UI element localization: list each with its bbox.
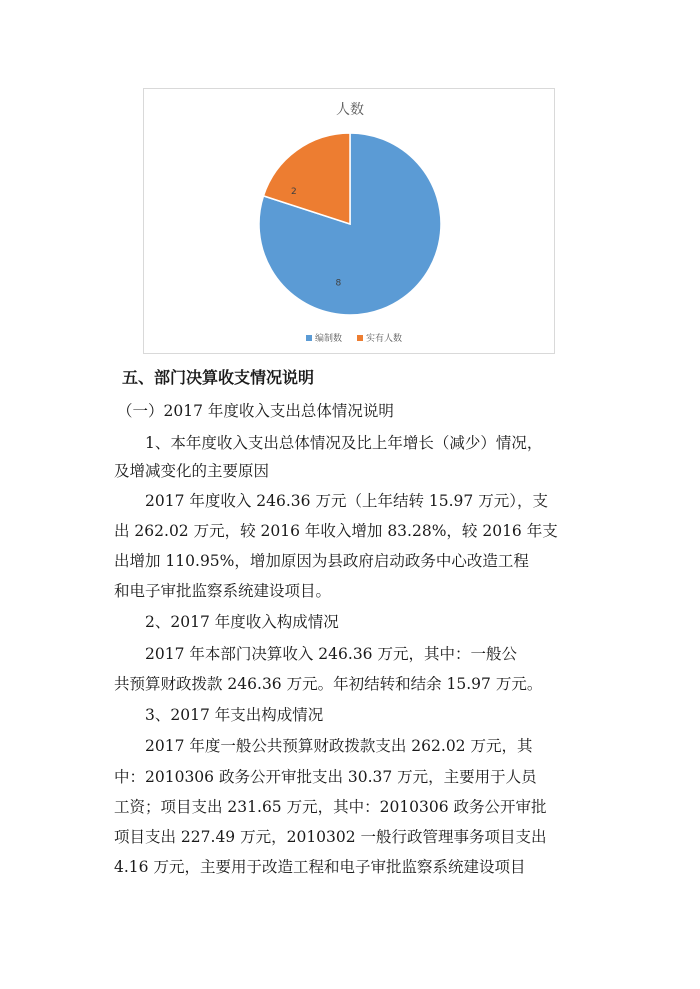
subsection-1-title: （一）2017 年度收入支出总体情况说明 xyxy=(117,402,394,420)
pie-chart-svg xyxy=(144,89,556,355)
pie-chart xyxy=(143,88,555,354)
paragraph-1-line-4: 和电子审批监察系统建设项目。 xyxy=(114,582,332,600)
paragraph-3-line-5: 4.16 万元，主要用于改造工程和电子审批监察系统建设项目 xyxy=(114,858,526,876)
legend-swatch xyxy=(357,335,363,341)
paragraph-2-line-2: 共预算财政拨款 246.36 万元。年初结转和结余 15.97 万元。 xyxy=(114,675,543,693)
item-1-line-2: 及增减变化的主要原因 xyxy=(114,462,270,480)
paragraph-3-line-2: 中：2010306 政务公开审批支出 30.37 万元，主要用于人员 xyxy=(114,768,537,786)
legend-label: 实有人数 xyxy=(366,334,403,344)
chart-title: 人数 xyxy=(336,102,364,118)
section-5-title: 五、部门决算收支情况说明 xyxy=(122,368,315,387)
item-3-title: 3、2017 年支出构成情况 xyxy=(145,706,324,724)
pie-data-label: 8 xyxy=(335,278,342,289)
paragraph-2-line-1: 2017 年本部门决算收入 246.36 万元，其中：一般公 xyxy=(145,645,517,663)
item-1-line-1: 1、本年度收入支出总体情况及比上年增长（减少）情况， xyxy=(145,434,543,452)
paragraph-1-line-3: 出增加 110.95%，增加原因为县政府启动政务中心改造工程 xyxy=(114,552,529,570)
paragraph-1-line-1: 2017 年度收入 246.36 万元（上年结转 15.97 万元），支 xyxy=(145,492,548,510)
item-2-title: 2、2017 年度收入构成情况 xyxy=(145,613,339,631)
pie-data-label: 2 xyxy=(291,186,297,197)
legend-swatch xyxy=(306,335,312,341)
paragraph-3-line-3: 工资；项目支出 231.65 万元，其中：2010306 政务公开审批 xyxy=(114,798,547,816)
paragraph-3-line-4: 项目支出 227.49 万元，2010302 一般行政管理事务项目支出 xyxy=(114,828,547,846)
legend-label: 编制数 xyxy=(315,334,343,344)
paragraph-3-line-1: 2017 年度一般公共预算财政拨款支出 262.02 万元，其 xyxy=(145,737,533,755)
paragraph-1-line-2: 出 262.02 万元，较 2016 年收入增加 83.28%，较 2016 年支 xyxy=(114,522,558,540)
